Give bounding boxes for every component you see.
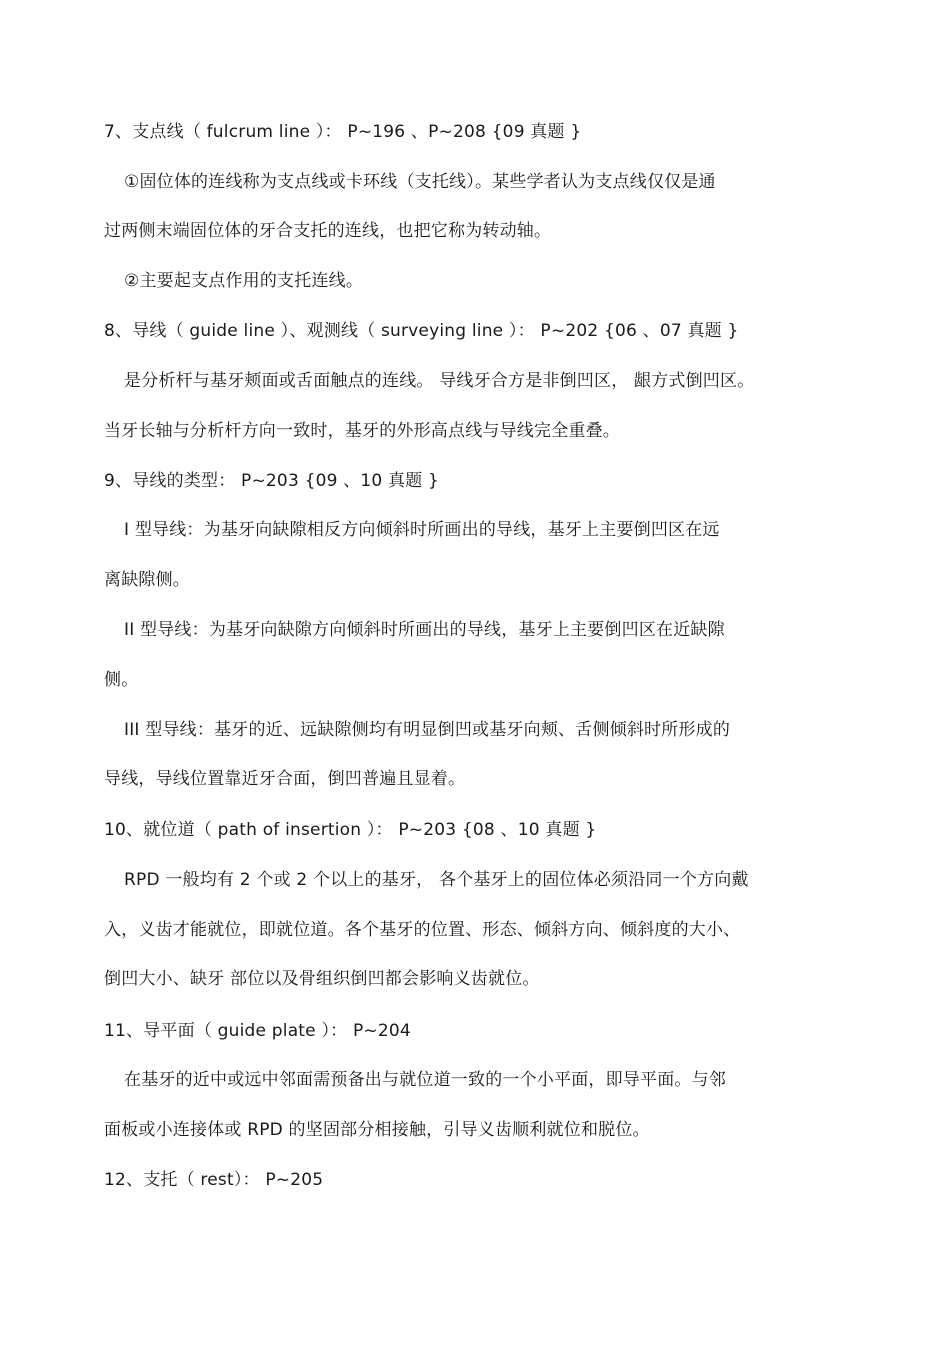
paragraph-line: 侧。 (104, 670, 139, 690)
paragraph-line: 倒凹大小、缺牙 部位以及骨组织倒凹都会影响义齿就位。 (104, 969, 540, 989)
paragraph-line: 当牙长轴与分析杆方向一致时，基牙的外形高点线与导线完全重叠。 (104, 421, 620, 441)
paragraph-line: 导线，导线位置靠近牙合面，倒凹普遍且显着。 (104, 769, 466, 789)
heading-rest: 12、支托（ rest）： P~205 (104, 1170, 324, 1190)
paragraph-line: 是分析杆与基牙颊面或舌面触点的连线。 导线牙合方是非倒凹区， 龈方式倒凹区。 (124, 371, 755, 391)
heading-guide-plate: 11、导平面（ guide plate ）： P~204 (104, 1021, 411, 1041)
paragraph-line: 面板或小连接体或 RPD 的坚固部分相接触，引导义齿顺利就位和脱位。 (104, 1120, 650, 1140)
paragraph-line: ②主要起支点作用的支托连线。 (124, 271, 364, 291)
paragraph-line: 入，义齿才能就位，即就位道。各个基牙的位置、形态、倾斜方向、倾斜度的大小、 (104, 920, 741, 940)
heading-guide-line-types: 9、导线的类型： P~203 {09 、10 真题 } (104, 471, 440, 491)
paragraph-line: 离缺隙侧。 (104, 570, 190, 590)
paragraph-line: I 型导线：为基牙向缺隙相反方向倾斜时所画出的导线，基牙上主要倒凹区在远 (124, 520, 720, 540)
heading-guide-line: 8、导线（ guide line ）、观测线（ surveying line ）： P~202 {06 、07 真题 } (104, 321, 739, 341)
paragraph-line: RPD 一般均有 2 个或 2 个以上的基牙， 各个基牙上的固位体必须沿同一个方向戴 (124, 870, 749, 890)
heading-fulcrum-line: 7、支点线（ fulcrum line ）： P~196 、P~208 {09 真题 } (104, 122, 582, 142)
paragraph-line: II 型导线：为基牙向缺隙方向倾斜时所画出的导线，基牙上主要倒凹区在近缺隙 (124, 620, 725, 640)
paragraph-line: 在基牙的近中或远中邻面需预备出与就位道一致的一个小平面，即导平面。与邻 (124, 1070, 726, 1090)
paragraph-line: 过两侧末端固位体的牙合支托的连线，也把它称为转动轴。 (104, 221, 552, 241)
paragraph-line: III 型导线：基牙的近、远缺隙侧均有明显倒凹或基牙向颊、舌侧倾斜时所形成的 (124, 720, 731, 740)
paragraph-line: ①固位体的连线称为支点线或卡环线（支托线）。某些学者认为支点线仅仅是通 (124, 172, 716, 192)
heading-path-of-insertion: 10、就位道（ path of insertion ）： P~203 {08 、10 真题 } (104, 820, 597, 840)
